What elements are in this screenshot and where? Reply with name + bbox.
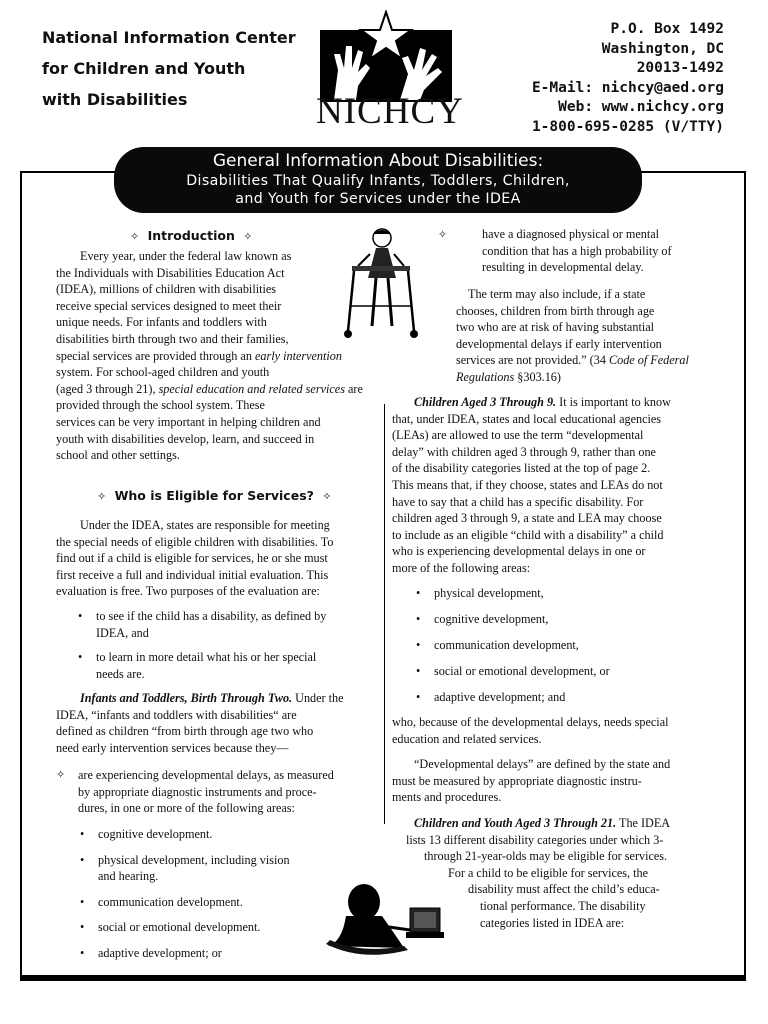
list-item [78, 826, 378, 843]
text-line: education and related services. [392, 731, 542, 746]
text-line: receive special services designed to meet their [56, 298, 282, 313]
text-line: condition that has a high probability of [482, 243, 672, 258]
infants-paragraph [56, 690, 378, 756]
text-line: needs are. [96, 666, 145, 681]
text-line: The term may also include, if a state [468, 287, 646, 301]
organization-name [42, 22, 296, 115]
text-line: have to say that a child has a specific disability. For [392, 494, 644, 509]
text-line: “Developmental delays” are defined by the state and [414, 757, 671, 771]
diamond-icon: ✧ [243, 230, 253, 243]
text-line: lists 13 different disability categories under which 3- [406, 832, 664, 847]
banner-subtitle-1: Disabilities That Qualify Infants, Toddlers, Children, [186, 173, 570, 189]
text-line: that, under IDEA, states and local educational agencies [392, 411, 662, 426]
condition-criterion [482, 226, 732, 276]
banner-title: General Information About Disabilities: [212, 151, 544, 171]
text-line: cognitive development. [98, 827, 213, 841]
text-line: to see if the child has a disability, as defined by [96, 609, 327, 623]
text-run: are provided through the school system. These [56, 381, 363, 413]
title-banner [114, 147, 642, 213]
text-line: services can be very important in helping children and [56, 414, 321, 429]
text-line: IDEA, and [96, 625, 149, 640]
text-line: (LEAs) are allowed to use the term “developmental [392, 428, 644, 443]
org-line: with Disabilities [42, 90, 188, 109]
zip: 20013-1492 [636, 60, 724, 76]
text-line: and hearing. [98, 869, 159, 884]
list-item [76, 649, 376, 682]
text-line: dures, in one or more of the following areas: [78, 801, 295, 816]
intro-paragraph [56, 248, 366, 464]
text-line: physical development, including vision [98, 852, 290, 867]
text-line: who, because of the developmental delays, needs special [392, 715, 669, 729]
column-divider [384, 404, 385, 824]
who-paragraph [392, 714, 734, 747]
developmental-delays-paragraph [392, 756, 734, 806]
text-line: need early intervention services because they— [56, 740, 289, 755]
text-line: social or emotional development. [98, 920, 261, 935]
text-line: resulting in developmental delay. [482, 260, 644, 275]
text-line: adaptive development; or [98, 945, 222, 960]
text-line: This means that, if they choose, states and LEAs do not [392, 477, 663, 492]
heading-text: Introduction [147, 228, 235, 243]
infants-lead-in: Infants and Toddlers, Birth Through Two. [80, 691, 293, 705]
aged-3-21-paragraph [392, 815, 734, 931]
list-item: • cognitive development, [414, 611, 714, 628]
contact-info [532, 20, 724, 137]
text-line: evaluation is free. Two purposes of the evaluation are: [56, 584, 320, 599]
text-line: to learn in more detail what his or her special [96, 650, 317, 665]
child-with-walker-illustration [340, 226, 420, 344]
text-line: more of the following areas: [392, 560, 531, 575]
special-education-term: special education and related services [158, 381, 345, 396]
text-line: For a child to be eligible for services, the [448, 865, 649, 880]
text-line [56, 381, 366, 414]
text-line: two who are at risk of having substantial [456, 320, 655, 335]
aged-3-9-lead-in: Children Aged 3 Through 9. [414, 395, 557, 409]
text-run: services are not provided.” (34 [456, 353, 609, 368]
text-line [392, 815, 734, 832]
text-line [56, 348, 366, 381]
text-run: Under the [292, 691, 344, 705]
text-line: by appropriate diagnostic instruments and proce- [78, 784, 317, 799]
introduction-heading [130, 228, 252, 243]
list-item [76, 608, 376, 641]
text-line: the special needs of eligible children with disabilities. To [56, 534, 334, 549]
text-line [56, 690, 378, 707]
heading-text: Who is Eligible for Services? [114, 488, 314, 503]
text-line: communication development. [98, 894, 243, 909]
text-line: disabilities birth through two and their families, [56, 331, 289, 346]
text-line: Every year, under the federal law known as [80, 249, 292, 263]
text-line: who is experiencing developmental delays in one or [392, 544, 646, 559]
po-box: P.O. Box 1492 [610, 21, 724, 37]
text-line: children aged 3 through 9, a state and LEA may choose [392, 511, 662, 526]
aged-3-9-areas-list [414, 585, 714, 705]
text-line: (IDEA), millions of children with disabilities [56, 282, 277, 297]
term-paragraph [456, 286, 726, 386]
text-run: It is important to know [556, 395, 671, 409]
text-line: first receive a full and individual initial evaluation. This [56, 567, 329, 582]
text-line: must be measured by appropriate diagnostic instru- [392, 773, 642, 788]
evaluation-purposes-list [76, 608, 376, 682]
text-line: youth with disabilities develop, learn, and succeed in [56, 431, 315, 446]
cfr-citation: Code of Federal Regulations [456, 353, 689, 384]
text-line: categories listed in IDEA are: [480, 915, 625, 930]
text-line: ments and procedures. [392, 790, 502, 805]
text-line: tional performance. The disability [480, 898, 646, 913]
text-line: IDEA, “infants and toddlers with disabilities“ are [56, 707, 297, 722]
city: Washington, DC [601, 40, 724, 57]
aged-3-9-paragraph [392, 394, 734, 577]
text-line: unique needs. For infants and toddlers with [56, 315, 267, 330]
frame-bottom-rule [20, 975, 746, 981]
diamond-icon: ✧ [438, 228, 448, 241]
website: Web: www.nichcy.org [558, 99, 724, 115]
text-line: Under the IDEA, states are responsible for meeting [80, 518, 330, 532]
text-line: disability must affect the child’s educa- [468, 882, 660, 897]
diamond-icon: ✧ [97, 490, 107, 503]
text-line [456, 352, 726, 385]
text-run: The IDEA [616, 816, 671, 830]
text-line: chooses, children from birth through age [456, 303, 655, 318]
phone: 1-800-695-0285 (V/TTY) [531, 118, 724, 135]
text-line: the Individuals with Disabilities Education Act [56, 265, 285, 280]
text-line: are experiencing developmental delays, as measured [78, 768, 334, 782]
text-run: (aged 3 through 21), [56, 381, 159, 396]
text-line: developmental delays if early intervention [456, 336, 662, 351]
eligibility-paragraph [56, 517, 378, 600]
list-item: • physical development, [414, 585, 714, 602]
frame-right-rule [744, 171, 746, 979]
text-line: have a diagnosed physical or mental [482, 227, 659, 241]
aged-3-21-lead-in: Children and Youth Aged 3 Through 21. [414, 816, 617, 830]
text-line: to include as an eligible “child with a disability” a child [392, 527, 664, 542]
text-run: special services are provided through an [56, 348, 255, 363]
list-item: • adaptive development; and [414, 689, 714, 706]
banner-subtitle-2: and Youth for Services under the IDEA [235, 191, 521, 207]
text-line: defined as children “from birth through age two who [56, 724, 314, 739]
logo-wordmark: NICHCY [316, 91, 464, 132]
diamond-icon: ✧ [130, 230, 140, 243]
text-run: §303.16) [514, 369, 561, 384]
diamond-icon: ✧ [56, 768, 66, 781]
text-line: find out if a child is eligible for services, he or she must [56, 551, 328, 566]
text-line [392, 394, 734, 411]
text-line: delay” with children aged 3 through 9, rather than one [392, 444, 656, 459]
org-line: National Information Center [42, 28, 296, 47]
early-intervention-term: early intervention [255, 348, 342, 363]
text-line: school and other settings. [56, 448, 180, 463]
text-line: through 21-year-olds may be eligible for services. [424, 849, 668, 864]
diamond-icon: ✧ [322, 490, 332, 503]
eligibility-heading [97, 488, 331, 503]
text-line: of the disability categories listed at the top of page 2. [392, 461, 651, 476]
list-item: • communication development, [414, 637, 714, 654]
frame-left-rule [20, 171, 22, 979]
org-line: for Children and Youth [42, 59, 246, 78]
email: E-Mail: nichcy@aed.org [531, 79, 724, 96]
text-run: system. For school-aged children and youth [56, 365, 270, 380]
delay-criterion [78, 767, 378, 817]
list-item: • social or emotional development, or [414, 663, 714, 680]
